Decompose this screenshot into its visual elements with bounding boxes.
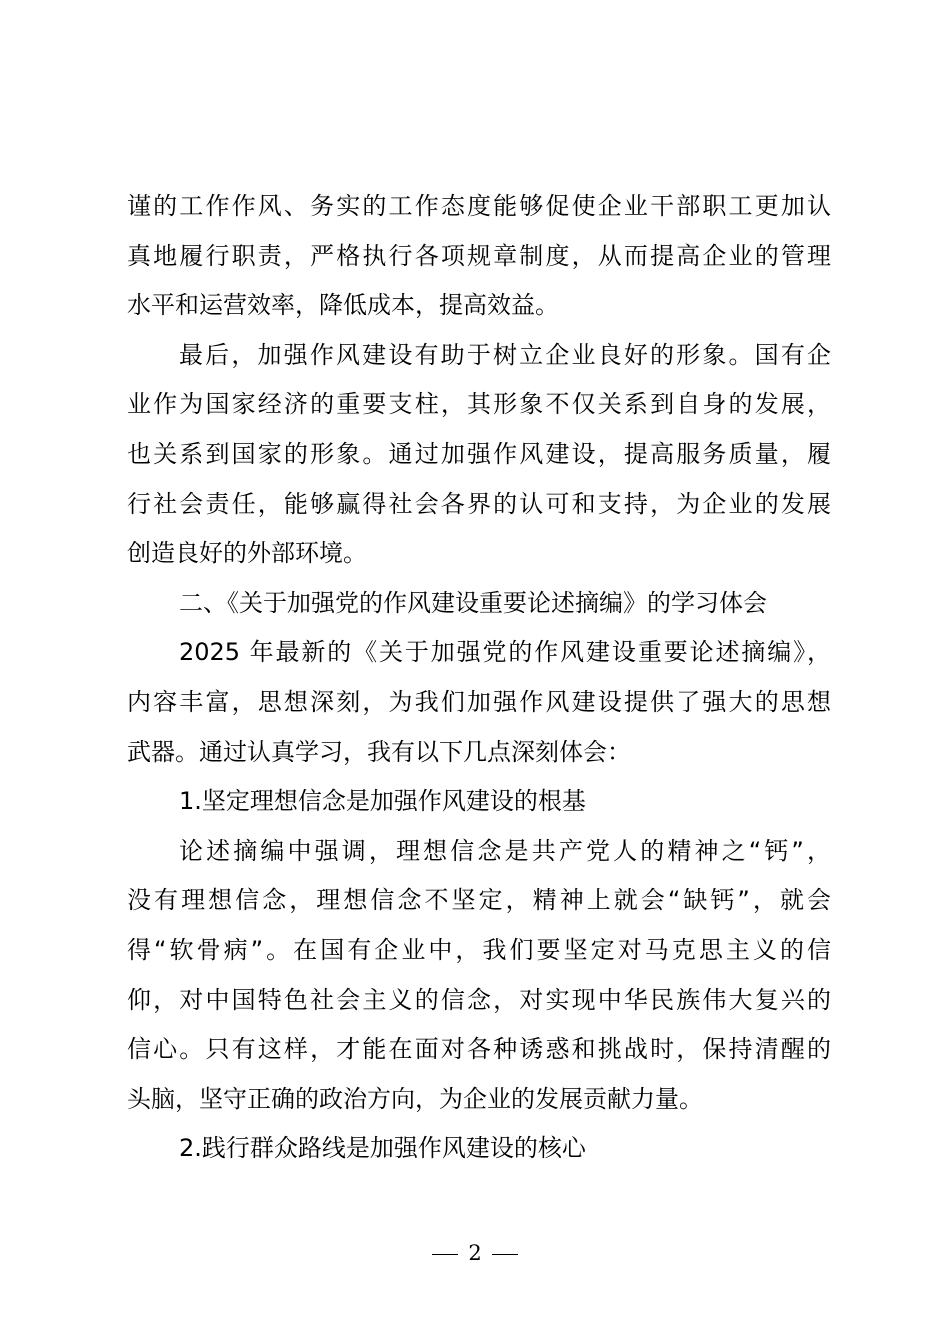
text-line: 也关系到国家的形象。通过加强作风建设，提高服务质量，履 <box>127 439 831 468</box>
subsection-heading: 1.坚定理想信念是加强作风建设的根基 <box>179 787 586 816</box>
section-heading: 二、《关于加强党的作风建设重要论述摘编》的学习体会 <box>179 588 767 617</box>
footer-dash-left <box>432 1254 458 1256</box>
text-line: 内容丰富，思想深刻，为我们加强作风建设提供了强大的思想 <box>127 687 831 716</box>
page-number: 2 <box>468 1241 482 1265</box>
text-line: 最后，加强作风建设有助于树立企业良好的形象。国有企 <box>179 340 831 369</box>
footer-dash-right <box>492 1254 518 1256</box>
text-line: 武器。通过认真学习，我有以下几点深刻体会： <box>127 737 631 766</box>
subsection-heading: 2.践行群众路线是加强作风建设的核心 <box>179 1134 586 1163</box>
text-line: 真地履行职责，严格执行各项规章制度，从而提高企业的管理 <box>127 241 831 270</box>
text-line: 行社会责任，能够赢得社会各界的认可和支持，为企业的发展 <box>127 489 831 518</box>
page-footer <box>0 1236 950 1270</box>
text-line: 头脑，坚守正确的政治方向，为企业的发展贡献力量。 <box>127 1084 703 1113</box>
text-line: 得“软骨病”。在国有企业中，我们要坚定对马克思主义的信 <box>127 935 831 964</box>
text-line: 没有理想信念，理想信念不坚定，精神上就会“缺钙”，就会 <box>127 886 831 915</box>
text-line: 仰，对中国特色社会主义的信念，对实现中华民族伟大复兴的 <box>127 985 831 1014</box>
text-line: 2025 年最新的《关于加强党的作风建设重要论述摘编》， <box>179 638 831 667</box>
body-text <box>127 182 831 1174</box>
text-line: 信心。只有这样，才能在面对各种诱惑和挑战时，保持清醒的 <box>127 1035 831 1064</box>
text-line: 创造良好的外部环境。 <box>127 539 367 568</box>
text-line: 水平和运营效率，降低成本，提高效益。 <box>127 291 559 320</box>
text-line: 论述摘编中强调，理想信念是共产党人的精神之“钙”， <box>179 836 831 865</box>
text-line: 业作为国家经济的重要支柱，其形象不仅关系到自身的发展， <box>127 390 831 419</box>
text-line: 谨的工作作风、务实的工作态度能够促使企业干部职工更加认 <box>127 192 831 220</box>
